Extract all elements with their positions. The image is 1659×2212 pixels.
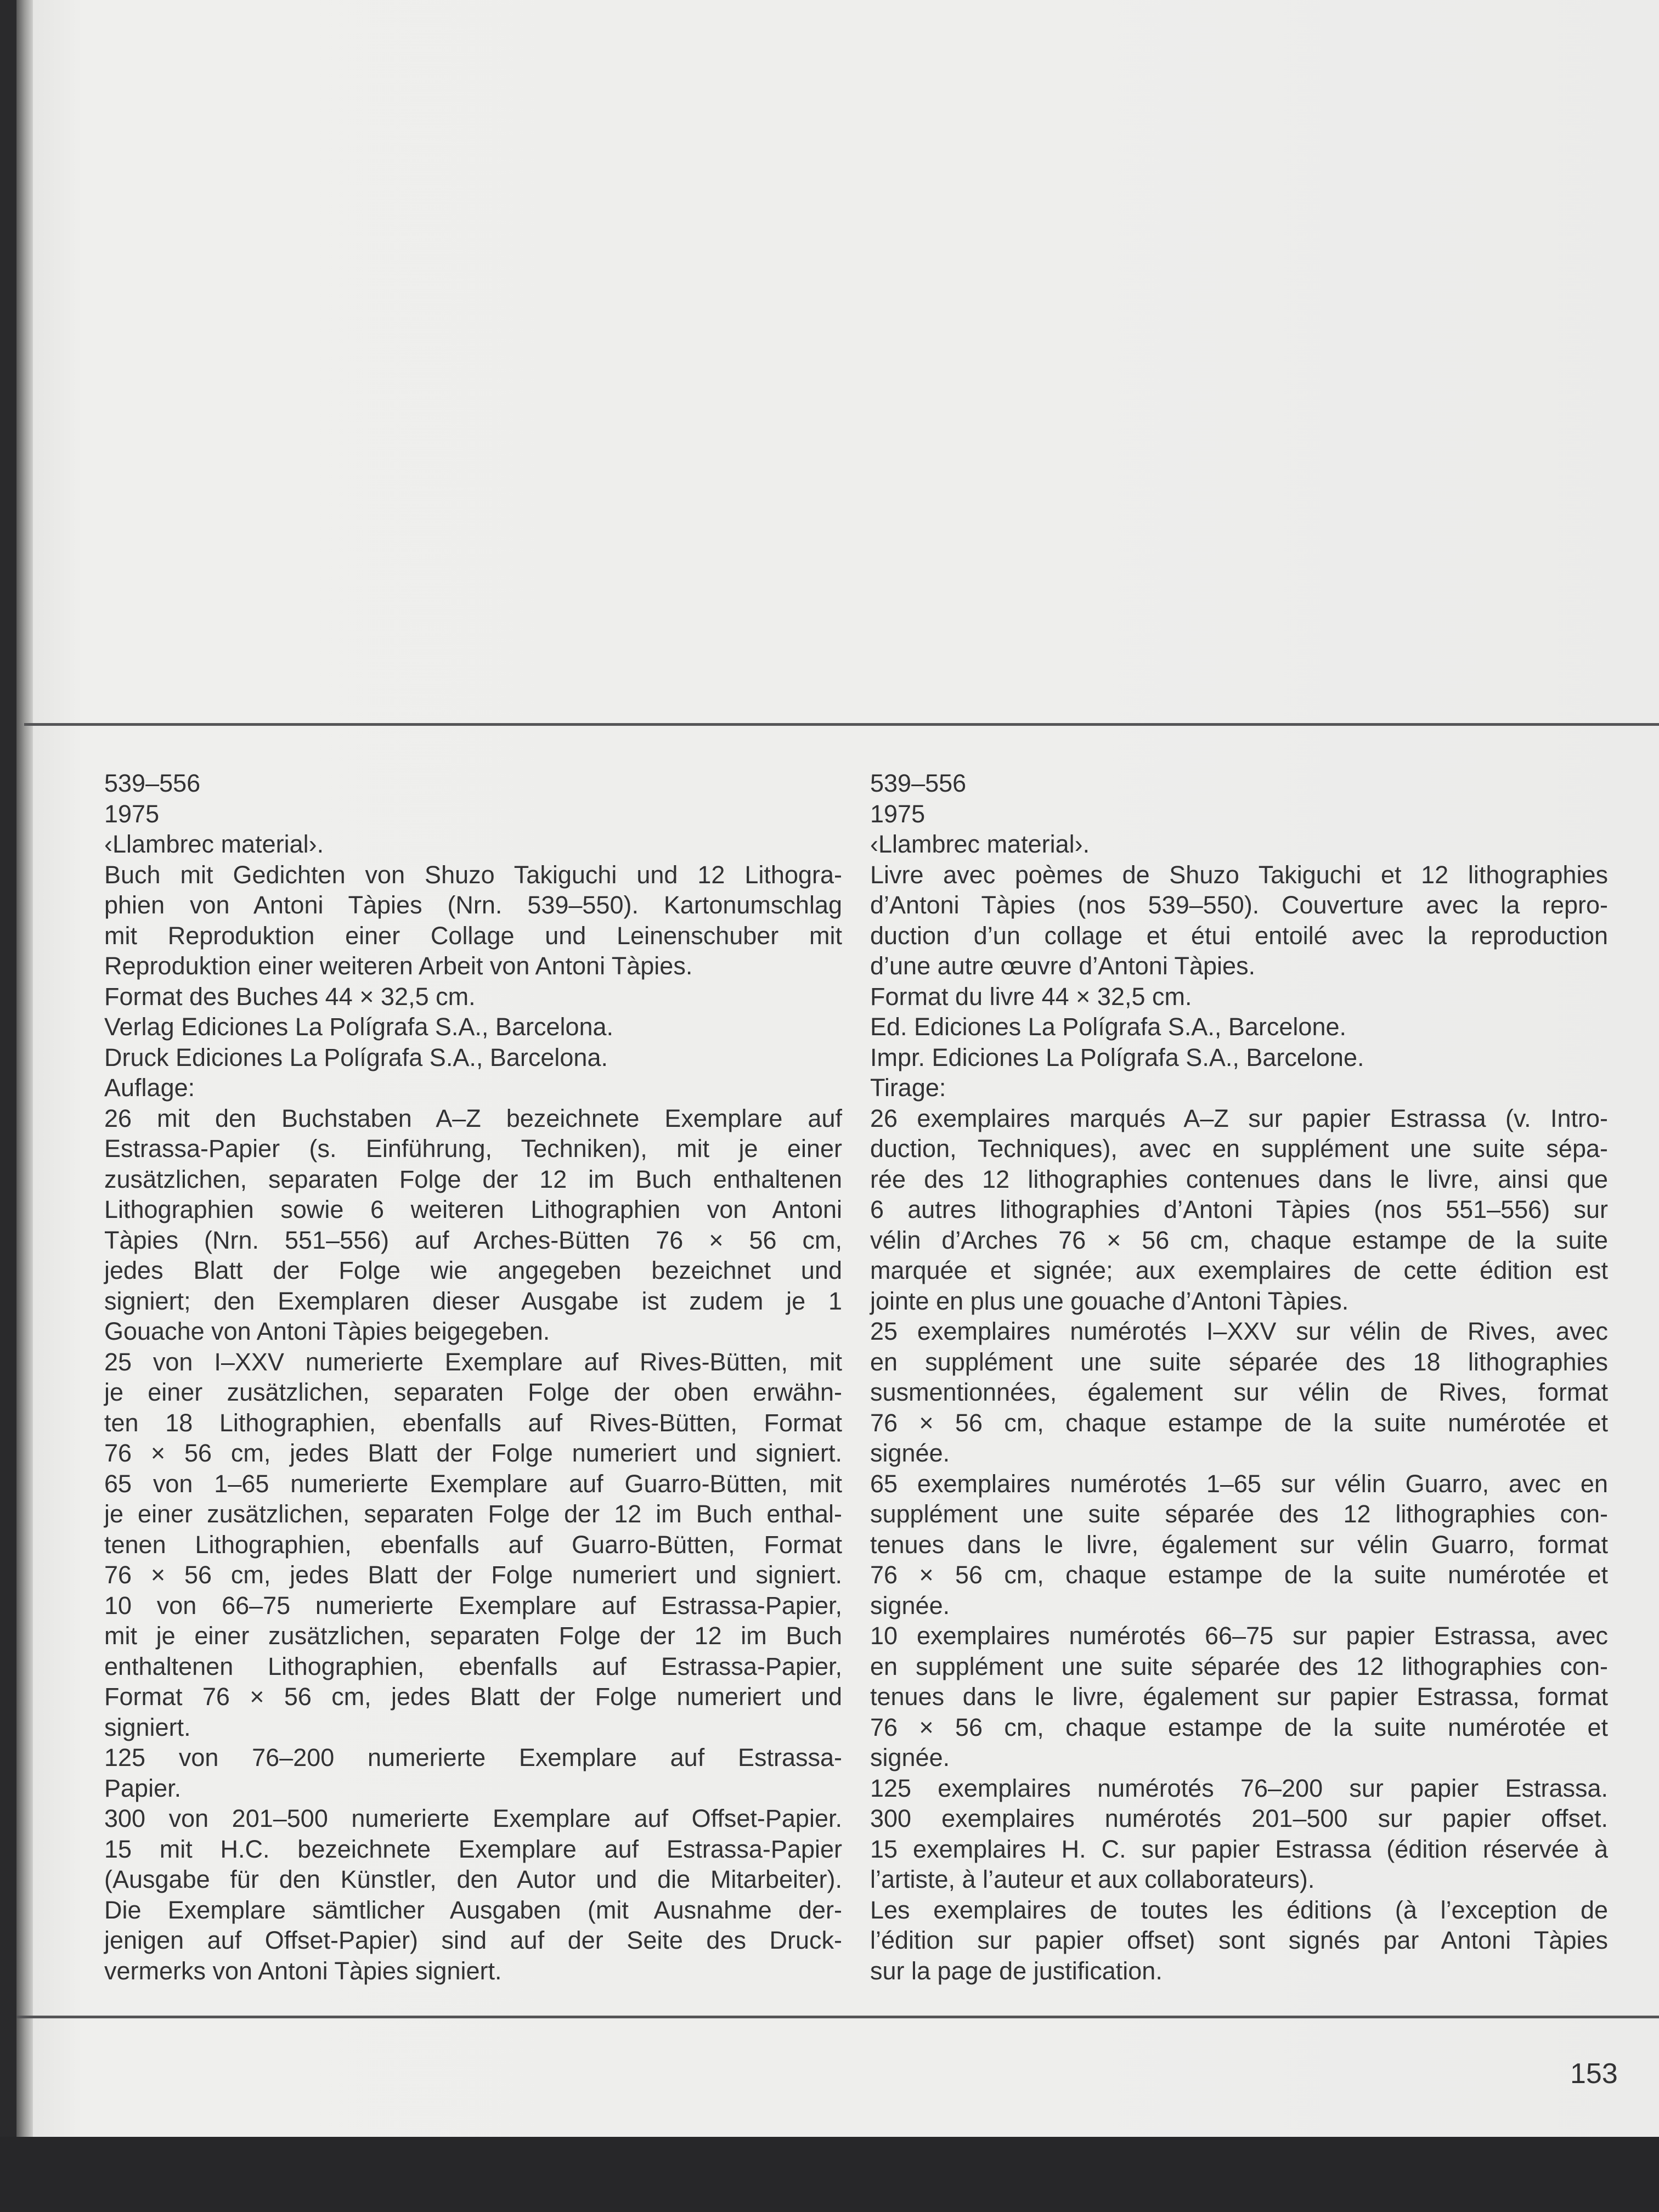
- german-catalogue-entry: [104, 768, 842, 1986]
- top-rule: [24, 723, 1659, 726]
- text-line: Auflage:: [104, 1074, 195, 1102]
- text-line: 76 × 56 cm, chaque estampe de la suite numérotée et: [870, 1561, 1608, 1589]
- text-line: Livre avec poèmes de Shuzo Takiguchi et 12 lithographies: [870, 860, 1608, 889]
- text-line: 300 exemplaires numérotés 201–500 sur papier offset.: [870, 1804, 1608, 1832]
- catalogue-number: 539–556: [104, 769, 201, 797]
- french-catalogue-entry: [870, 768, 1608, 1986]
- text-line: (Ausgabe für den Künstler, den Autor und die Mitarbeiter).: [104, 1865, 842, 1893]
- text-line: 6 autres lithographies d’Antoni Tàpies (nos 551–556) sur: [870, 1195, 1608, 1223]
- text-line: jedes Blatt der Folge wie angegeben bezeichnet und: [104, 1256, 842, 1284]
- text-line: en supplément une suite séparée des 18 lithographies: [870, 1347, 1608, 1376]
- text-line: Reproduktion einer weiteren Arbeit von Antoni Tàpies.: [104, 952, 693, 980]
- text-line: vermerks von Antoni Tàpies signiert.: [104, 1956, 502, 1985]
- text-line: jointe en plus une gouache d’Antoni Tàpies.: [870, 1286, 1349, 1315]
- text-line: Impr. Ediciones La Polígrafa S.A., Barcelone.: [870, 1043, 1364, 1071]
- text-line: 10 von 66–75 numerierte Exemplare auf Estrassa-Papier,: [104, 1591, 842, 1620]
- text-line: l’édition sur papier offset) sont signés par Antoni Tàpies: [870, 1926, 1608, 1954]
- text-line: 76 × 56 cm, chaque estampe de la suite numérotée et: [870, 1713, 1608, 1741]
- work-title: ‹Llambrec material›.: [870, 830, 1090, 858]
- text-line: Format des Buches 44 × 32,5 cm.: [104, 982, 476, 1011]
- text-line: 15 exemplaires H. C. sur papier Estrassa (édition réservée à: [870, 1835, 1608, 1863]
- text-line: signée.: [870, 1743, 950, 1771]
- text-line: 26 mit den Buchstaben A–Z bezeichnete Exemplare auf: [104, 1104, 842, 1132]
- text-line: 125 exemplaires numérotés 76–200 sur papier Estrassa.: [870, 1774, 1608, 1802]
- text-line: duction d’un collage et étui entoilé avec la reproduction: [870, 921, 1608, 950]
- text-line: signée.: [870, 1591, 950, 1620]
- text-line: l’artiste, à l’auteur et aux collaborateurs).: [870, 1865, 1315, 1893]
- year: 1975: [870, 799, 926, 828]
- text-line: 15 mit H.C. bezeichnete Exemplare auf Estrassa-Papier: [104, 1835, 842, 1863]
- text-line: 26 exemplaires marqués A–Z sur papier Estrassa (v. Intro-: [870, 1104, 1608, 1132]
- text-line: Buch mit Gedichten von Shuzo Takiguchi und 12 Lithogra-: [104, 860, 842, 889]
- text-line: Tirage:: [870, 1074, 946, 1102]
- text-line: signiert.: [104, 1713, 191, 1741]
- text-line: Papier.: [104, 1774, 182, 1802]
- text-line: Ed. Ediciones La Polígrafa S.A., Barcelone.: [870, 1013, 1347, 1041]
- text-line: 300 von 201–500 numerierte Exemplare auf Offset-Papier.: [104, 1804, 842, 1832]
- text-line: susmentionnées, également sur vélin de Rives, format: [870, 1378, 1608, 1406]
- text-line: signée.: [870, 1439, 950, 1467]
- text-line: sur la page de justification.: [870, 1956, 1163, 1985]
- book-page: [16, 0, 1659, 2137]
- text-line: duction, Techniques), avec en supplément une suite sépa-: [870, 1135, 1608, 1163]
- text-line: mit Reproduktion einer Collage und Leinenschuber mit: [104, 921, 842, 950]
- text-line: d’Antoni Tàpies (nos 539–550). Couverture avec la repro-: [870, 891, 1608, 919]
- text-line: Les exemplaires de toutes les éditions (à l’exception de: [870, 1895, 1608, 1924]
- text-line: 65 exemplaires numérotés 1–65 sur vélin Guarro, avec en: [870, 1469, 1608, 1498]
- catalogue-number: 539–556: [870, 769, 967, 797]
- text-line: je einer zusätzlichen, separaten Folge der 12 im Buch enthal-: [104, 1500, 842, 1528]
- text-line: tenues dans le livre, également sur vélin Guarro, format: [870, 1530, 1608, 1559]
- page-number: 153: [1570, 2058, 1618, 2090]
- text-line: Die Exemplare sämtlicher Ausgaben (mit Ausnahme der-: [104, 1895, 842, 1924]
- text-line: 25 exemplaires numérotés I–XXV sur vélin de Rives, avec: [870, 1317, 1608, 1345]
- text-line: Lithographien sowie 6 weiteren Lithographien von Antoni: [104, 1195, 842, 1223]
- text-line: phien von Antoni Tàpies (Nrn. 539–550). Kartonumschlag: [104, 891, 842, 919]
- text-line: je einer zusätzlichen, separaten Folge der oben erwähn-: [104, 1378, 842, 1406]
- bottom-rule: [16, 2016, 1659, 2018]
- work-title: ‹Llambrec material›.: [104, 830, 324, 858]
- text-line: supplément une suite séparée des 12 lithographies con-: [870, 1500, 1608, 1528]
- text-line: Verlag Ediciones La Polígrafa S.A., Barcelona.: [104, 1013, 614, 1041]
- text-line: mit je einer zusätzlichen, separaten Folge der 12 im Buch: [104, 1622, 842, 1650]
- text-line: Estrassa-Papier (s. Einführung, Techniken), mit je einer: [104, 1135, 842, 1163]
- text-line: 25 von I–XXV numerierte Exemplare auf Rives-Bütten, mit: [104, 1347, 842, 1376]
- text-line: tenen Lithographien, ebenfalls auf Guarro-Bütten, Format: [104, 1530, 842, 1559]
- text-line: Druck Ediciones La Polígrafa S.A., Barcelona.: [104, 1043, 608, 1071]
- background-surface: [0, 2137, 1659, 2212]
- text-line: Format du livre 44 × 32,5 cm.: [870, 982, 1192, 1011]
- text-line: vélin d’Arches 76 × 56 cm, chaque estampe de la suite: [870, 1226, 1608, 1254]
- year: 1975: [104, 799, 160, 828]
- text-line: Tàpies (Nrn. 551–556) auf Arches-Bütten 76 × 56 cm,: [104, 1226, 842, 1254]
- text-line: ten 18 Lithographien, ebenfalls auf Rives-Bütten, Format: [104, 1408, 842, 1437]
- text-line: rée des 12 lithographies contenues dans le livre, ainsi que: [870, 1165, 1608, 1193]
- text-line: marquée et signée; aux exemplaires de cette édition est: [870, 1256, 1608, 1284]
- text-line: 76 × 56 cm, chaque estampe de la suite numérotée et: [870, 1408, 1608, 1437]
- page-spine-edge: [16, 0, 33, 2137]
- text-line: 125 von 76–200 numerierte Exemplare auf Estrassa-: [104, 1743, 842, 1771]
- text-line: 65 von 1–65 numerierte Exemplare auf Guarro-Bütten, mit: [104, 1469, 842, 1498]
- text-line: zusätzlichen, separaten Folge der 12 im Buch enthaltenen: [104, 1165, 842, 1193]
- text-line: jenigen auf Offset-Papier) sind auf der Seite des Druck-: [104, 1926, 842, 1954]
- text-line: en supplément une suite séparée des 12 lithographies con-: [870, 1652, 1608, 1680]
- text-line: 10 exemplaires numérotés 66–75 sur papier Estrassa, avec: [870, 1622, 1608, 1650]
- text-line: Format 76 × 56 cm, jedes Blatt der Folge numeriert und: [104, 1683, 842, 1711]
- text-line: tenues dans le livre, également sur papier Estrassa, format: [870, 1683, 1608, 1711]
- text-line: d’une autre œuvre d’Antoni Tàpies.: [870, 952, 1256, 980]
- text-line: 76 × 56 cm, jedes Blatt der Folge numeriert und signiert.: [104, 1439, 842, 1467]
- text-line: signiert; den Exemplaren dieser Ausgabe ist zudem je 1: [104, 1286, 842, 1315]
- text-line: enthaltenen Lithographien, ebenfalls auf Estrassa-Papier,: [104, 1652, 842, 1680]
- text-line: Gouache von Antoni Tàpies beigegeben.: [104, 1317, 550, 1345]
- text-line: 76 × 56 cm, jedes Blatt der Folge numeriert und signiert.: [104, 1561, 842, 1589]
